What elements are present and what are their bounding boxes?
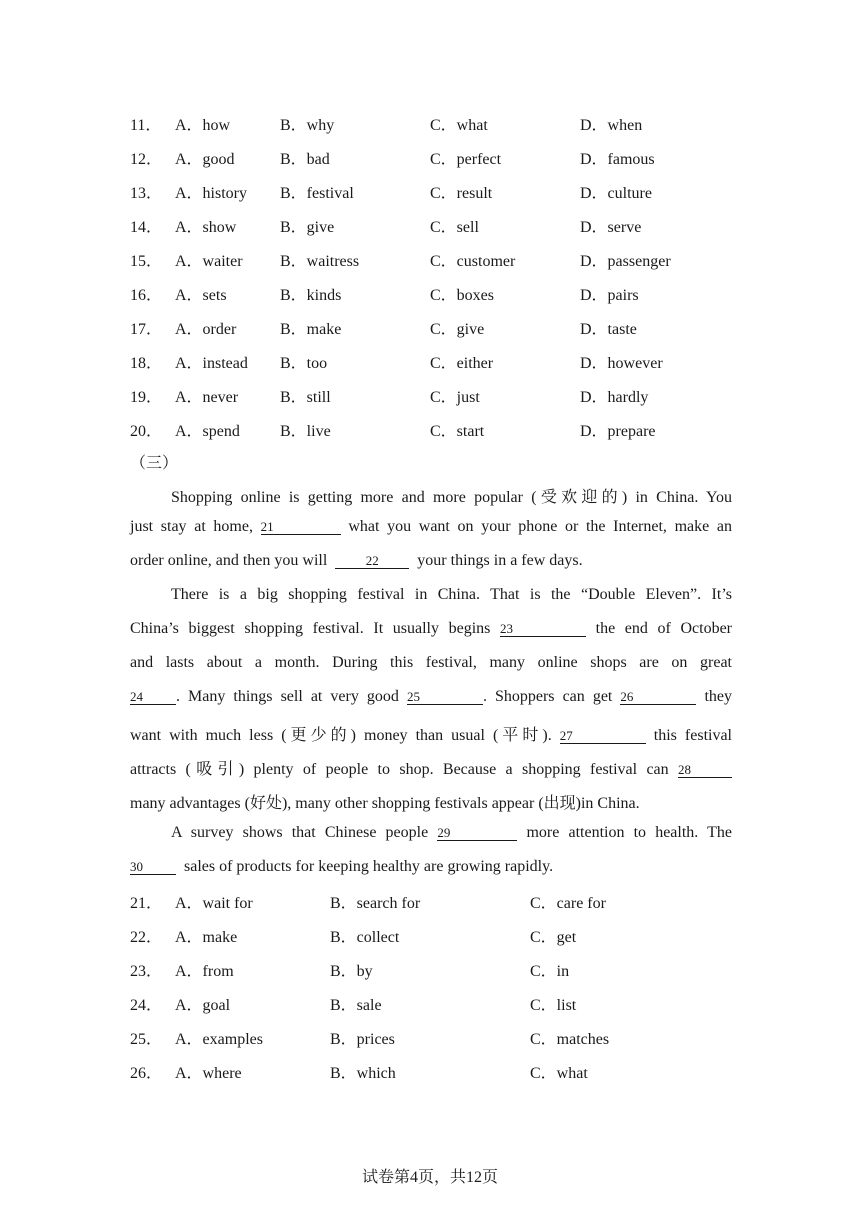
- question-number: 11．: [130, 117, 162, 134]
- question-number: 15．: [130, 253, 163, 270]
- option-b: B．bad: [280, 151, 330, 168]
- blank-28: 28: [678, 763, 732, 778]
- option-b: B．prices: [330, 1031, 395, 1048]
- question-14: [130, 214, 730, 234]
- option-b: B．sale: [330, 997, 382, 1014]
- option-a: A．show: [175, 219, 237, 236]
- question-18: [130, 350, 730, 370]
- option-a: A．make: [175, 929, 238, 946]
- passage-text: order online, and then you will: [130, 552, 328, 569]
- blank-22: 22: [335, 554, 409, 569]
- option-c: C．just: [430, 389, 480, 406]
- option-a: A．instead: [175, 355, 248, 372]
- blank-24: 24: [130, 690, 176, 705]
- passage-line: [130, 620, 732, 640]
- option-d: D．pairs: [580, 287, 639, 304]
- question-24: [130, 992, 730, 1012]
- option-c: C．either: [430, 355, 494, 372]
- option-a: A．how: [175, 117, 231, 134]
- passage-line: [171, 484, 732, 504]
- passage-line: [130, 722, 732, 742]
- option-c: C．customer: [430, 253, 516, 270]
- question-25: [130, 1026, 730, 1046]
- passage-text: this festival: [653, 727, 733, 744]
- question-19: [130, 384, 730, 404]
- option-d: D．famous: [580, 151, 655, 168]
- option-d: D．taste: [580, 321, 637, 338]
- passage-line: [171, 824, 732, 844]
- passage-text: more attention to health. The: [526, 824, 733, 841]
- section-label: （三）: [130, 455, 179, 472]
- question-number: 26．: [130, 1065, 163, 1082]
- question-number: 22．: [130, 929, 163, 946]
- option-c: C．sell: [430, 219, 479, 236]
- option-a: A．where: [175, 1065, 242, 1082]
- blank-26: 26: [620, 690, 696, 705]
- option-b: B．still: [280, 389, 331, 406]
- option-b: B．give: [280, 219, 335, 236]
- passage-line: [171, 586, 732, 606]
- question-15: [130, 248, 730, 268]
- option-a: A．history: [175, 185, 248, 202]
- option-b: B．which: [330, 1065, 396, 1082]
- option-b: B．make: [280, 321, 342, 338]
- page-footer: 试卷第4页，共12页: [361, 1169, 498, 1186]
- option-c: C．in: [530, 963, 570, 980]
- option-c: C．care for: [530, 895, 606, 912]
- passage-text: China’s biggest shopping festival. It usually begins: [130, 620, 491, 637]
- option-a: A．order: [175, 321, 237, 338]
- option-b: B．by: [330, 963, 373, 980]
- question-20: [130, 418, 730, 438]
- question-22: [130, 924, 730, 944]
- option-b: B．kinds: [280, 287, 342, 304]
- passage-text: they: [704, 688, 733, 705]
- question-13: [130, 180, 730, 200]
- passage-text: the end of October: [595, 620, 732, 637]
- option-c: C．what: [430, 117, 488, 134]
- option-b: B．waitress: [280, 253, 360, 270]
- option-a: A．sets: [175, 287, 227, 304]
- passage-text: A survey shows that Chinese people: [171, 824, 429, 841]
- option-b: B．live: [280, 423, 331, 440]
- blank-23: 23: [500, 622, 586, 637]
- passage-line: [130, 688, 732, 708]
- passage-line: [130, 654, 732, 674]
- question-number: 13．: [130, 185, 163, 202]
- option-a: A．never: [175, 389, 239, 406]
- option-c: C．give: [430, 321, 485, 338]
- question-number: 25．: [130, 1031, 163, 1048]
- option-b: B．search for: [330, 895, 421, 912]
- question-number: 18．: [130, 355, 163, 372]
- option-d: D．hardly: [580, 389, 649, 406]
- option-b: B．festival: [280, 185, 354, 202]
- option-c: C．get: [530, 929, 577, 946]
- passage-line: [130, 518, 732, 538]
- option-c: C．result: [430, 185, 493, 202]
- option-c: C．perfect: [430, 151, 502, 168]
- question-11: [130, 112, 730, 132]
- option-a: A．spend: [175, 423, 240, 440]
- option-c: C．list: [530, 997, 577, 1014]
- option-d: D．however: [580, 355, 663, 372]
- question-16: [130, 282, 730, 302]
- question-number: 23．: [130, 963, 163, 980]
- question-26: [130, 1060, 730, 1080]
- passage-text: attracts (吸引) plenty of people to shop. Because a shopping festival can: [130, 761, 669, 778]
- passage-text: just stay at home,: [130, 518, 253, 535]
- passage-text: your things in a few days.: [417, 552, 583, 569]
- option-d: D．prepare: [580, 423, 656, 440]
- option-d: D．culture: [580, 185, 652, 202]
- option-d: D．serve: [580, 219, 642, 236]
- question-number: 24．: [130, 997, 163, 1014]
- option-a: A．examples: [175, 1031, 263, 1048]
- option-c: C．boxes: [430, 287, 495, 304]
- question-number: 19．: [130, 389, 163, 406]
- option-b: B．too: [280, 355, 328, 372]
- passage-line: [130, 858, 732, 878]
- passage-text: . Many things sell at very good: [176, 688, 399, 705]
- passage-text: Shopping online is getting more and more popular (受欢迎的) in China. You: [171, 489, 732, 506]
- passage-text: sales of products for keeping healthy are growing rapidly.: [184, 858, 554, 875]
- option-b: B．collect: [330, 929, 400, 946]
- question-number: 21．: [130, 895, 163, 912]
- question-17: [130, 316, 730, 336]
- option-a: A．from: [175, 963, 234, 980]
- option-a: A．goal: [175, 997, 231, 1014]
- question-12: [130, 146, 730, 166]
- passage-text: and lasts about a month. During this festival, many online shops are on great: [130, 654, 732, 671]
- passage-line: [130, 756, 732, 776]
- question-number: 20．: [130, 423, 163, 440]
- passage-text: want with much less (更少的) money than usual (平时).: [130, 727, 552, 744]
- option-c: C．what: [530, 1065, 588, 1082]
- blank-30: 30: [130, 860, 176, 875]
- question-23: [130, 958, 730, 978]
- option-d: D．when: [580, 117, 643, 134]
- passage-line: [130, 790, 732, 810]
- question-number: 17．: [130, 321, 163, 338]
- blank-21: 21: [261, 520, 341, 535]
- option-d: D．passenger: [580, 253, 671, 270]
- passage-text: many advantages (好处), many other shopping festivals appear (出现)in China.: [130, 795, 640, 812]
- option-a: A．wait for: [175, 895, 253, 912]
- option-a: A．waiter: [175, 253, 243, 270]
- blank-29: 29: [437, 826, 517, 841]
- passage-line: [130, 552, 732, 572]
- option-c: C．start: [430, 423, 485, 440]
- option-b: B．why: [280, 117, 335, 134]
- question-21: [130, 890, 730, 910]
- question-number: 16．: [130, 287, 163, 304]
- question-number: 12．: [130, 151, 163, 168]
- passage-text: what you want on your phone or the Internet, make an: [348, 518, 733, 535]
- passage-text: . Shoppers can get: [482, 688, 613, 705]
- option-a: A．good: [175, 151, 235, 168]
- blank-27: 27: [560, 729, 646, 744]
- passage-text: There is a big shopping festival in China. That is the “Double Eleven”. It’s: [171, 586, 732, 603]
- blank-25: 25: [407, 690, 483, 705]
- option-c: C．matches: [530, 1031, 610, 1048]
- question-number: 14．: [130, 219, 163, 236]
